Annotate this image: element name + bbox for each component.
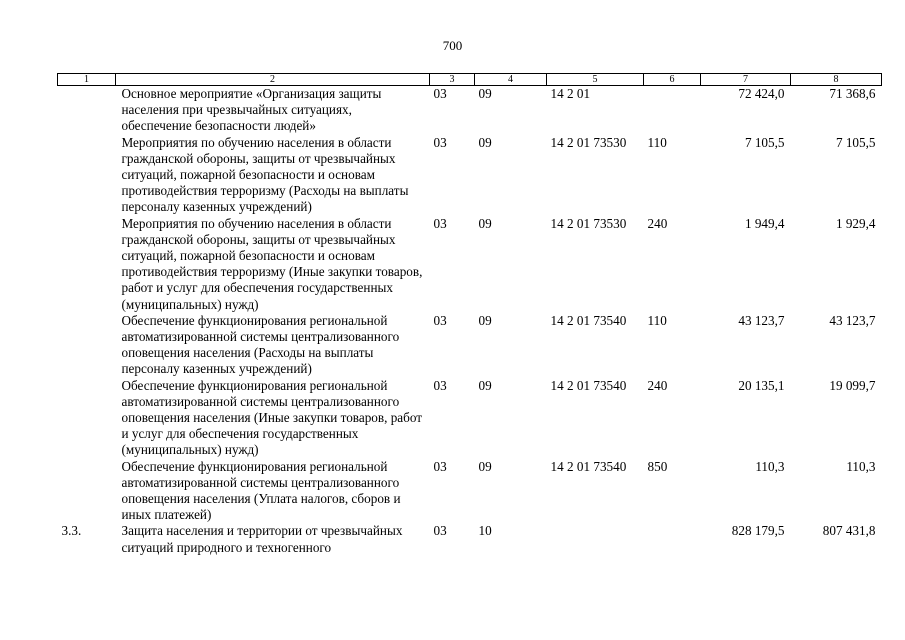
row-amount-8: 7 105,5 [835,134,876,150]
row-number: 3.3. [61,523,82,539]
column-header: 1 [58,74,116,86]
row-amount-8: 43 123,7 [829,312,876,328]
column-header: 2 [116,74,430,86]
row-number [58,86,116,135]
row-expense-type: 850 [647,458,668,474]
row-name: Мероприятия по обучению населения в области гражданской обороны, защиты от чрезвычайных ситуаций, пожарной безопасности и основам противодействия терроризму (Расходы на выплаты персоналу казенных учреждений) [121,134,409,215]
row-subsection: 10 [478,523,492,539]
table-row [58,216,882,313]
row-amount-7: 828 179,5 [731,523,785,539]
row-amount-7: 72 424,0 [738,86,785,101]
row-section: 03 [433,86,447,101]
row-target-code: 14 2 01 73540 [550,458,627,474]
row-number [58,313,116,378]
row-target-code: 14 2 01 73530 [550,134,627,150]
row-amount-7: 1 949,4 [744,215,785,231]
row-target-code: 14 2 01 73530 [550,215,627,231]
row-name: Обеспечение функционирования региональной автоматизированной системы централизованного оповещения населения (Уплата налогов, сборов и иных платежей) [121,458,401,523]
row-number [58,459,116,524]
table-row [58,313,882,378]
column-header: 7 [701,74,791,86]
row-expense-type: 240 [647,377,668,393]
row-number [58,135,116,216]
row-section: 03 [433,215,447,231]
row-section: 03 [433,312,447,328]
column-header: 6 [644,74,701,86]
row-amount-8: 19 099,7 [829,377,876,393]
row-section: 03 [433,134,447,150]
table-row [58,459,882,524]
column-header: 5 [547,74,644,86]
row-name: Обеспечение функционирования региональной автоматизированной системы централизованного оповещения населения (Иные закупки товаров, работ и услуг для обеспечения государственных (муниципальных) нужд) [121,377,423,458]
row-number [58,378,116,459]
table-row [58,86,882,135]
row-amount-7: 7 105,5 [744,134,785,150]
row-amount-8: 807 431,8 [822,523,876,539]
row-name: Мероприятия по обучению населения в области гражданской обороны, защиты от чрезвычайных ситуаций, пожарной безопасности и основам противодействия терроризму (Иные закупки товаров, работ и услуг для обеспечения государственных (муниципальных) нужд) [121,215,423,312]
column-number-row [58,74,882,86]
column-header: 4 [475,74,547,86]
table-row [58,378,882,459]
row-number [58,216,116,313]
page-number: 700 [442,38,463,53]
row-target-code: 14 2 01 73540 [550,377,627,393]
row-target-code [547,523,644,555]
row-subsection: 09 [478,86,492,101]
row-name: Основное мероприятие «Организация защиты населения при чрезвычайных ситуациях, обеспечение безопасности людей» [121,86,382,134]
row-subsection: 09 [478,458,492,474]
table-row [58,135,882,216]
table-row [58,523,882,555]
row-subsection: 09 [478,377,492,393]
row-expense-type [644,523,701,555]
row-expense-type [644,86,701,135]
row-amount-7: 110,3 [755,458,785,474]
row-name: Защита населения и территории от чрезвычайных ситуаций природного и техногенного [121,523,403,555]
row-amount-7: 20 135,1 [738,377,785,393]
row-subsection: 09 [478,134,492,150]
row-subsection: 09 [478,312,492,328]
row-target-code: 14 2 01 [550,86,591,101]
column-header: 3 [430,74,475,86]
row-subsection: 09 [478,215,492,231]
row-expense-type: 240 [647,215,668,231]
row-amount-8: 110,3 [846,458,876,474]
budget-table [57,73,882,556]
row-amount-8: 1 929,4 [835,215,876,231]
row-target-code: 14 2 01 73540 [550,312,627,328]
column-header: 8 [791,74,882,86]
row-section: 03 [433,458,447,474]
row-expense-type: 110 [647,134,667,150]
row-name: Обеспечение функционирования региональной автоматизированной системы централизованного оповещения населения (Расходы на выплаты персоналу казенных учреждений) [121,312,400,377]
row-section: 03 [433,523,447,539]
row-section: 03 [433,377,447,393]
row-expense-type: 110 [647,312,667,328]
row-amount-7: 43 123,7 [738,312,785,328]
row-amount-8: 71 368,6 [829,86,876,101]
